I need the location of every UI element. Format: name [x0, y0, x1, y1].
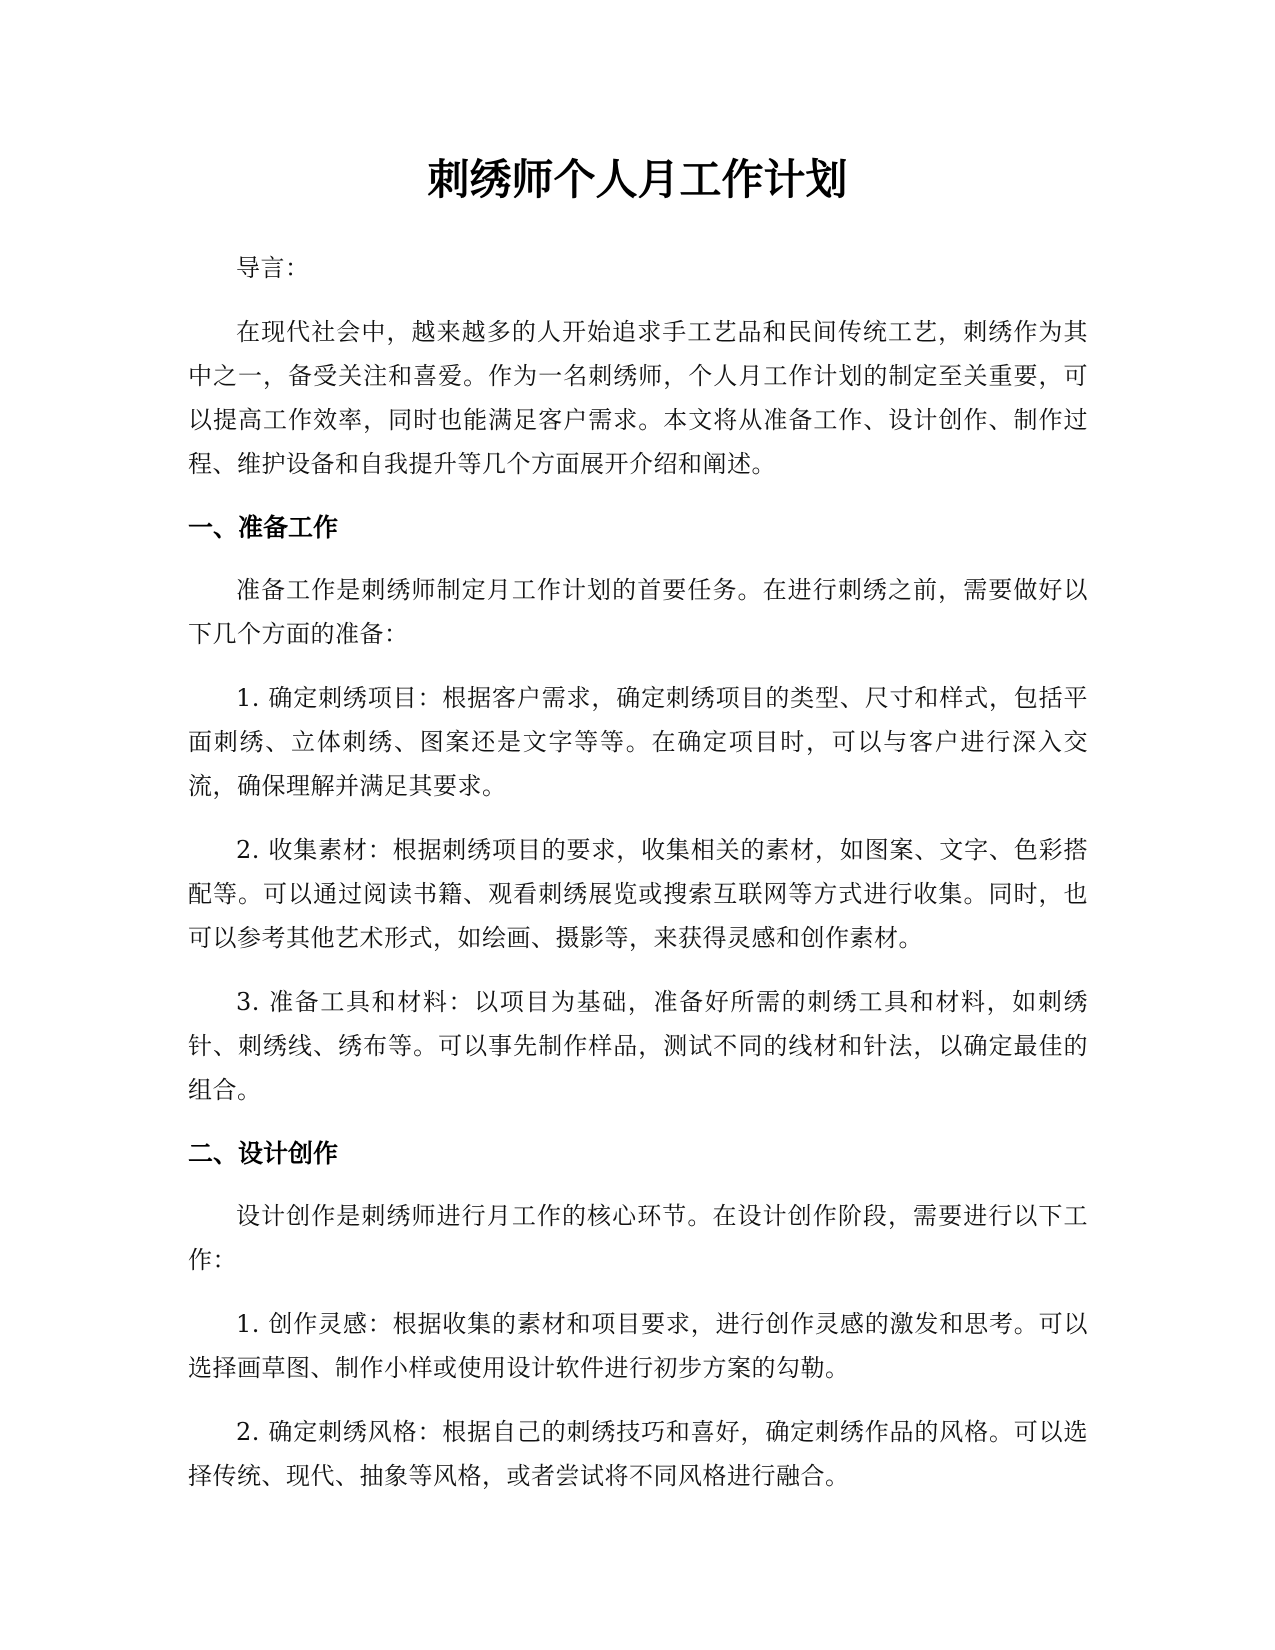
section-heading-preparation: 一、准备工作 [188, 513, 339, 542]
list-item: 1. 确定刺绣项目：根据客户需求，确定刺绣项目的类型、尺寸和样式，包括平面刺绣、立体刺绣、图案还是文字等等。在确定项目时，可以与客户进行深入交流，确保理解并满足其要求。 [188, 684, 1088, 800]
intro-label: 导言： [236, 254, 310, 282]
intro-paragraph: 在现代社会中，越来越多的人开始追求手工艺品和民间传统工艺，刺绣作为其中之一，备受关注和喜爱。作为一名刺绣师，个人月工作计划的制定至关重要，可以提高工作效率，同时也能满足客户需求。本文将从准备工作、设计创作、制作过程、维护设备和自我提升等几个方面展开介绍和阐述。 [188, 318, 1088, 478]
list-item: 2. 收集素材：根据刺绣项目的要求，收集相关的素材，如图案、文字、色彩搭配等。可以通过阅读书籍、观看刺绣展览或搜索互联网等方式进行收集。同时，也可以参考其他艺术形式，如绘画、摄影等，来获得灵感和创作素材。 [188, 836, 1088, 952]
section-intro-preparation: 准备工作是刺绣师制定月工作计划的首要任务。在进行刺绣之前，需要做好以下几个方面的准备： [188, 576, 1088, 648]
document-body [188, 246, 1088, 1518]
section-intro-design: 设计创作是刺绣师进行月工作的核心环节。在设计创作阶段，需要进行以下工作： [188, 1202, 1088, 1274]
list-item: 1. 创作灵感：根据收集的素材和项目要求，进行创作灵感的激发和思考。可以选择画草图、制作小样或使用设计软件进行初步方案的勾勒。 [188, 1310, 1088, 1382]
list-item: 3. 准备工具和材料：以项目为基础，准备好所需的刺绣工具和材料，如刺绣针、刺绣线、绣布等。可以事先制作样品，测试不同的线材和针法，以确定最佳的组合。 [188, 988, 1088, 1104]
document-title: 刺绣师个人月工作计划 [427, 155, 848, 204]
list-item: 2. 确定刺绣风格：根据自己的刺绣技巧和喜好，确定刺绣作品的风格。可以选择传统、现代、抽象等风格，或者尝试将不同风格进行融合。 [188, 1418, 1088, 1490]
section-heading-design: 二、设计创作 [188, 1139, 339, 1168]
